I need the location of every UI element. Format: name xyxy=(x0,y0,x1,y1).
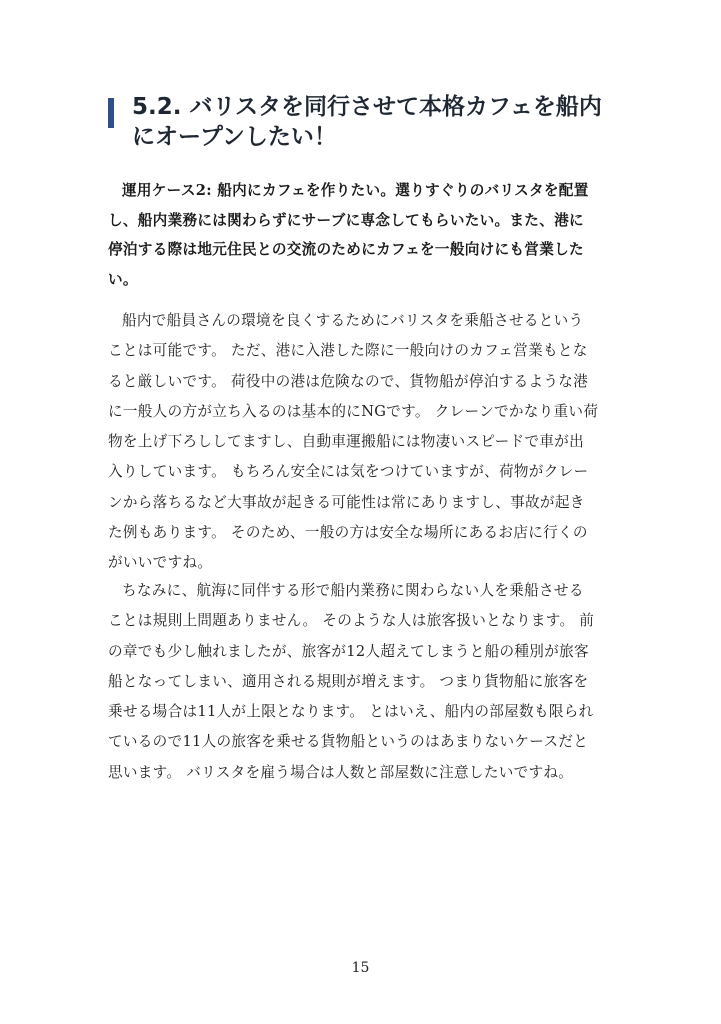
paragraph-line: の章でも少し触れましたが、旅客が12人超えてしまうと船の種別が旅客 xyxy=(108,642,589,660)
paragraph-line: た例もあります。 そのため、一般の方は安全な場所にあるお店に行くの xyxy=(108,524,588,542)
paragraph-line: 思います。 バリスタを雇う場合は人数と部屋数に注意したいですね。 xyxy=(108,763,574,781)
use-case-line: し、船内業務には関わらずにサーブに専念してもらいたい。また、港に xyxy=(108,211,584,229)
paragraph-line: がいいですね。 xyxy=(108,554,213,572)
section-title-line: にオープンしたい！ xyxy=(132,124,337,150)
paragraph-line: ことは可能です。 ただ、港に入港した際に一般向けのカフェ営業もとな xyxy=(108,342,588,360)
section-title xyxy=(132,92,628,152)
paragraph-line: 物を上げ下ろししてますし、自動車運搬船には物凄いスピードで車が出 xyxy=(108,433,585,451)
use-case-line: 運用ケース2: 船内にカフェを作りたい。選りすぐりのバリスタを配置 xyxy=(122,182,589,199)
paragraph-line: 船となってしまい、適用される規則が増えます。 つまり貨物船に旅客を xyxy=(108,672,589,690)
body-paragraph-1 xyxy=(108,306,608,579)
paragraph-line: 船内で船員さんの環境を良くするためにバリスタを乗船させるという xyxy=(122,312,584,329)
use-case-line: 停泊する際は地元住民との交流のためにカフェを一般向けにも営業した xyxy=(108,241,584,258)
section-heading xyxy=(108,92,628,152)
paragraph-line: ンから落ちるなど大事故が起きる可能性は常にありますし、事故が起き xyxy=(108,493,585,511)
section-title-line: 5.2. バリスタを同行させて本格カフェを船内 xyxy=(132,94,602,120)
paragraph-line: 入りしています。 もちろん安全には気をつけていますが、荷物がクレー xyxy=(108,463,589,481)
paragraph-line: ると厳しいです。 荷役中の港は危険なので、貨物船が停泊するような港 xyxy=(108,372,589,390)
paragraph-line: 乗せる場合は11人が上限となります。 とはいえ、船内の部屋数も限られ xyxy=(108,703,594,721)
body-paragraph-2 xyxy=(108,576,608,788)
use-case-line: い。 xyxy=(108,270,138,288)
paragraph-line: ているので11人の旅客を乗せる貨物船というのはあまりないケースだと xyxy=(108,733,589,751)
paragraph-line: ことは規則上問題ありません。 そのような人は旅客扱いとなります。 前 xyxy=(108,612,595,630)
paragraph-line: に一般人の方が立ち入るのは基本的にNGです。 クレーンでかなり重い荷 xyxy=(108,402,599,420)
page-number: 15 xyxy=(351,960,370,976)
heading-accent-bar xyxy=(108,98,114,128)
use-case-box xyxy=(108,176,608,294)
paragraph-line: ちなみに、航海に同伴する形で船内業務に関わらない人を乗船させる xyxy=(122,582,584,599)
